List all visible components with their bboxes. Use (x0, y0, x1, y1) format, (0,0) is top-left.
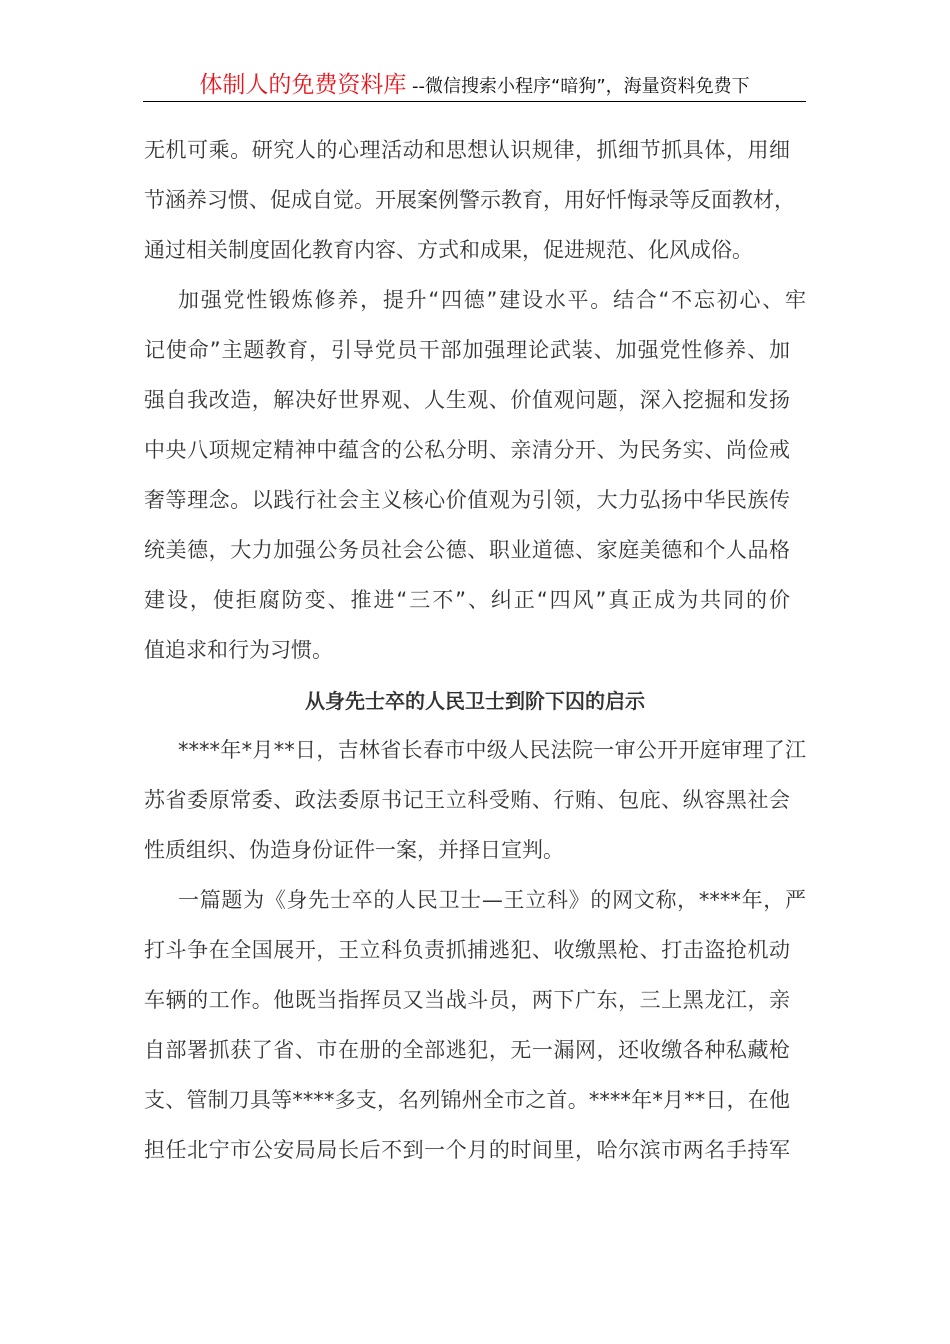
page-header (143, 66, 806, 102)
document-body (144, 130, 806, 1180)
text-line: 统美德，大力加强公务员社会公德、职业道德、家庭美德和个人品格 (144, 538, 790, 562)
text-line: 支、管制刀具等****多支，名列锦州全市之首。****年*月**日，在他 (144, 1088, 790, 1112)
section-title: 从身先士卒的人民卫士到阶下囚的启示 (305, 689, 645, 713)
text-line: 加强党性锻炼修养，提升“四德”建设水平。结合“不忘初心、牢 (178, 288, 806, 312)
text-line: 打斗争在全国展开，王立科负责抓捕逃犯、收缴黑枪、打击盗抢机动 (144, 938, 790, 962)
paragraph (144, 280, 806, 680)
header-brand: 体制人的免费资料库 (199, 72, 407, 98)
paragraph (144, 130, 806, 280)
text-line: 无机可乘。研究人的心理活动和思想认识规律，抓细节抓具体，用细 (144, 138, 790, 162)
text-line: 一篇题为《身先士卒的人民卫士—王立科》的网文称，****年，严 (178, 888, 806, 912)
text-line: 记使命”主题教育，引导党员干部加强理论武装、加强党性修养、加 (144, 338, 790, 362)
text-line: 担任北宁市公安局局长后不到一个月的时间里，哈尔滨市两名手持军 (144, 1138, 790, 1162)
text-line: 通过相关制度固化教育内容、方式和成果，促进规范、化风成俗。 (144, 238, 753, 262)
text-line: 值追求和行为习惯。 (144, 638, 333, 662)
paragraph (144, 880, 806, 1180)
text-line: 苏省委原常委、政法委原书记王立科受贿、行贿、包庇、纵容黑社会 (144, 788, 790, 812)
header-slogan: --微信搜索小程序“暗狗”，海量资料免费下 (406, 76, 750, 97)
text-line: 性质组织、伪造身份证件一案，并择日宣判。 (144, 838, 564, 862)
text-line: ****年*月**日，吉林省长春市中级人民法院一审公开开庭审理了江 (178, 738, 806, 762)
text-line: 建设，使拒腐防变、推进“三不”、纠正“四风”真正成为共同的价 (144, 588, 790, 612)
text-line: 节涵养习惯、促成自觉。开展案例警示教育，用好忏悔录等反面教材， (144, 188, 795, 212)
text-line: 中央八项规定精神中蕴含的公私分明、亲清分开、为民务实、尚俭戒 (144, 438, 790, 462)
text-line: 自部署抓获了省、市在册的全部逃犯，无一漏网，还收缴各种私藏枪 (144, 1038, 790, 1062)
text-line: 奢等理念。以践行社会主义核心价值观为引领，大力弘扬中华民族传 (144, 488, 790, 512)
text-line: 强自我改造，解决好世界观、人生观、价值观问题，深入挖掘和发扬 (144, 388, 790, 412)
paragraph (144, 730, 806, 880)
text-line: 车辆的工作。他既当指挥员又当战斗员，两下广东，三上黑龙江，亲 (144, 988, 790, 1012)
